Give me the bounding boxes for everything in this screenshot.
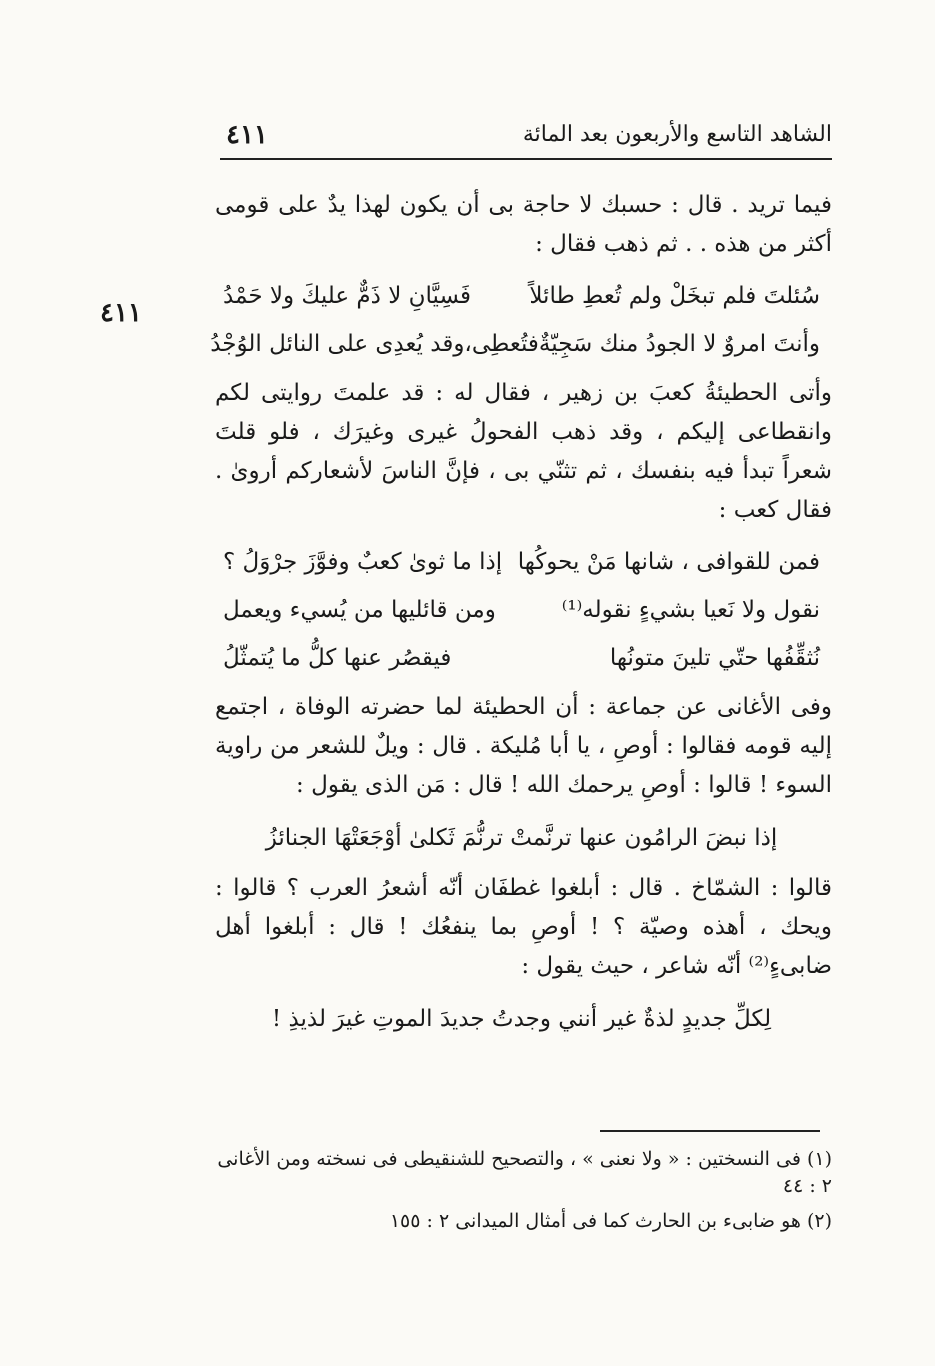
verse-first-hemistich: فمن للقوافى ، شانها مَنْ يحوكُها <box>517 549 820 575</box>
footnotes <box>215 1146 832 1243</box>
paragraph-3: وفى الأغانى عن جماعة : أن الحطيئة لما حضرته الوفاة ، اجتمع إليه قومه فقالوا : أوصِ ، يا أبا مُليكة . قال : ويلٌ للشعر من راوية السوء ! قالوا : أوصِ يرحمك الله ! قال : مَن الذى يقول : <box>215 694 832 798</box>
verse-first-hemistich: وأنتَ امروٌ لا الجودُ منك سَجِيّةٌ <box>538 331 820 357</box>
verse-line: لِكلِّ جديدٍ لذةٌ غير أنني وجدتُ جديدَ الموتِ غيرَ لذيذِ ! <box>271 1006 772 1032</box>
verse-line <box>215 634 832 682</box>
verse-second-hemistich: فَسِيَّانِ لا ذَمٌّ عليكَ ولا حَمْدُ <box>223 283 471 309</box>
verse-line <box>215 538 832 586</box>
poem-3 <box>215 813 832 863</box>
margin-page-reference: ٤١١ <box>100 298 142 328</box>
main-text <box>210 186 832 1050</box>
verse-second-hemistich: إذا ما ثوىٰ كعبٌ وفوَّزَ جرْوَلُ ؟ <box>223 549 503 575</box>
paragraph-1: فيما تريد . قال : حسبك لا حاجة بى أن يكون لهذا يدٌ على قومى أكثر من هذه . . ثم ذهب فقال : <box>215 192 832 257</box>
page-header <box>220 118 832 160</box>
verse-first-hemistich: سُئلتَ فلم تبخَلْ ولم تُعطِ طائلاً <box>529 283 820 309</box>
verse-second-hemistich: فيقصُر عنها كلُّ ما يُتمثّلُ <box>223 645 452 671</box>
running-title: الشاهد التاسع والأربعون بعد المائة <box>522 122 832 147</box>
verse-second-hemistich: ومن قائليها من يُسيء ويعمل <box>223 597 496 623</box>
footnote-separator <box>600 1130 820 1132</box>
verse-line <box>215 272 832 320</box>
page-number: ٤١١ <box>226 120 268 150</box>
verse-first-hemistich: نُثقِّفُها حتّي تلينَ متونُها <box>609 645 820 671</box>
paragraph-2: وأتى الحطيئةُ كعبَ بن زهير ، فقال له : قد علمتَ روايتى لكم وانقطاعى إليكم ، وقد ذهب الفحولُ غيرى وغيرَك ، فلو قلتَ شعراً تبدأ فيه بنفسك ، ثم تثنّي بى ، فإنَّ الناسَ لأشعاركم أروىٰ . فقال كعب : <box>215 380 832 523</box>
poem-2 <box>215 538 832 682</box>
verse-line: إذا نبضَ الرامُون عنها ترنَّمتْ ترنُّمَ ثَكلىٰ أوْجَعَتْهَا الجنائزُ <box>265 825 778 851</box>
verse-line <box>210 320 832 368</box>
footnote-2: (٢) هو ضابىء بن الحارث كما فى أمثال الميدانى ٢ : ١٥٥ <box>389 1210 832 1232</box>
verse-line <box>215 586 832 634</box>
footnote-1: (١) فى النسختين : « ولا نعنى » ، والتصحيح للشنقيطى فى نسخته ومن الأغانى ٢ : ٤٤ <box>217 1148 832 1197</box>
poem-4 <box>215 994 832 1044</box>
verse-second-hemistich: فتُعطِى،وقد يُعدِى على النائل الوُجْدُ <box>210 331 539 357</box>
verse-first-hemistich: نقول ولا نَعيا بشيءٍ نقوله⁽¹⁾ <box>561 597 820 623</box>
poem-1 <box>210 272 832 368</box>
paragraph-4: قالوا : الشمّاخ . قال : أبلغوا غطفَان أنّه أشعرُ العرب ؟ قالوا : ويحك ، أهذه وصيّة ؟ ! أوصِ بما ينفعُك ! قال : أبلغوا أهل ضابىءٍ⁽²⁾ أنّه شاعر ، حيث يقول : <box>215 875 832 979</box>
